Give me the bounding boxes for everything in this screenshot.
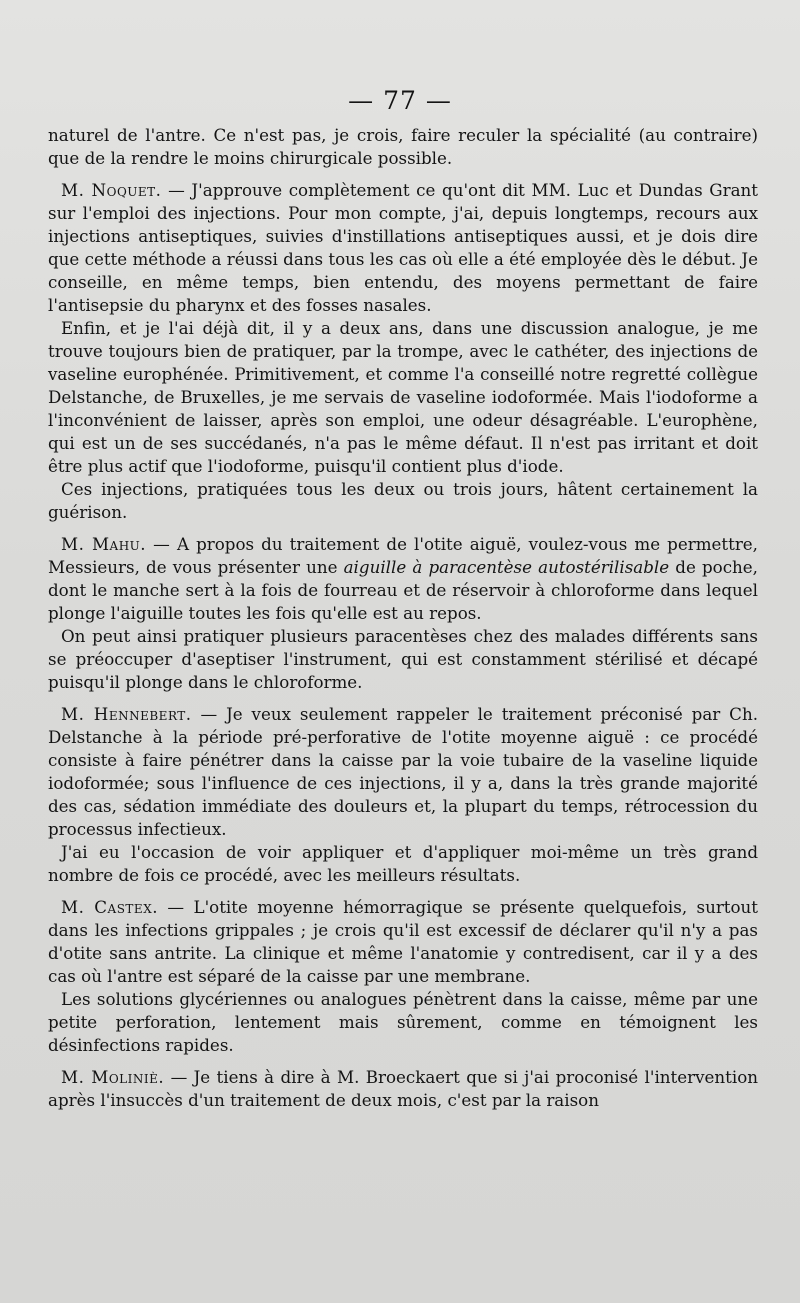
speaker-name: M. Moliniè. [61, 1067, 165, 1087]
italic-term: aiguille à paracentèse autostérilisable [343, 557, 670, 577]
paragraph: naturel de l'antre. Ce n'est pas, je crois, faire reculer la spécialité (au contraire) que de la rendre le moins chirurgicale possible. [48, 125, 758, 168]
paragraph-mahu: M. Mahu. — A propos du traitement de l'otite aiguë, voulez-vous me permettre, Messieurs, de vous présenter une aiguille à paracentèse autostérilisable de poche, dont le manche sert à la fois de fourreau et de réservoir à chloroforme dans lequel plonge l'aiguille toutes les fois qu'elle est au repos. [48, 534, 758, 623]
speaker-name: M. Noquet. [61, 180, 162, 200]
speaker-name: M. Castex. [61, 897, 159, 917]
speaker-name: M. Hennebert. [61, 704, 192, 724]
body-text [48, 124, 758, 1112]
paragraph: Enfin, et je l'ai déjà dit, il y a deux ans, dans une discussion analogue, je me trouve toujours bien de pratiquer, par la trompe, avec le cathéter, des injections de vaseline europhénée. Primitivement, et comme l'a conseillé notre regretté collègue Delstanche, de Bruxelles, je me servais de vaseline iodoformée. Mais l'iodoforme a l'inconvénient de laisser, après son emploi, une odeur désagréable. L'europhène, qui est un de ses succédanés, n'a pas le même défaut. Il n'est pas irritant et doit être plus actif que l'iodoforme, puisqu'il contient plus d'iode. [48, 318, 758, 476]
paragraph: J'ai eu l'occasion de voir appliquer et d'appliquer moi-même un très grand nombre de fois ce procédé, avec les meilleurs résultats. [48, 842, 758, 885]
paragraph: On peut ainsi pratiquer plusieurs paracentèses chez des malades différents sans se préoccuper d'aseptiser l'instrument, qui est constamment stérilisé et décapé puisqu'il plonge dans le chloroforme. [48, 626, 758, 692]
paragraph-molinie: M. Moliniè. — Je tiens à dire à M. Broeckaert que si j'ai proconisé l'intervention après l'insuccès d'un traitement de deux mois, c'est par la raison [48, 1067, 759, 1110]
paragraph-noquet: M. Noquet. — J'approuve complètement ce qu'ont dit MM. Luc et Dundas Grant sur l'emploi des injections. Pour mon compte, j'ai, depuis longtemps, recours aux injections antiseptiques, suivies d'instillations antiseptiques aussi, et je dois dire que cette méthode a réussi dans tous les cas où elle a été employée dès le début. Je conseille, en même temps, bien entendu, des moyens permettant de faire l'antisepsie du pharynx et des fosses nasales. [48, 180, 759, 315]
paragraph: Ces injections, pratiquées tous les deux ou trois jours, hâtent certainement la guérison. [48, 479, 758, 522]
paragraph: Les solutions glycériennes ou analogues pénètrent dans la caisse, même par une petite perforation, lentement mais sûrement, comme en témoignent les désinfections rapides. [48, 989, 758, 1055]
paragraph-hennebert: M. Hennebert. — Je veux seulement rappeler le traitement préconisé par Ch. Delstanche à la période pré-perforative de l'otite moyenne aiguë : ce procédé consiste à faire pénétrer dans la caisse par la voie tubaire de la vaseline liquide iodoformée; sous l'influence de ces injections, il y a, dans la très grande majorité des cas, sédation immédiate des douleurs et, la plupart du temps, rétrocession du processus infectieux. [48, 704, 758, 839]
paragraph-castex: M. Castex. — L'otite moyenne hémorragique se présente quelquefois, surtout dans les infections grippales ; je crois qu'il est excessif de déclarer qu'il n'y a pas d'otite sans antrite. La clinique et même l'anatomie y contredisent, car il y a des cas où l'antre est séparé de la caisse par une membrane. [48, 897, 759, 986]
speaker-name: M. Mahu. [61, 534, 147, 554]
page-number: — 77 — [348, 86, 452, 115]
